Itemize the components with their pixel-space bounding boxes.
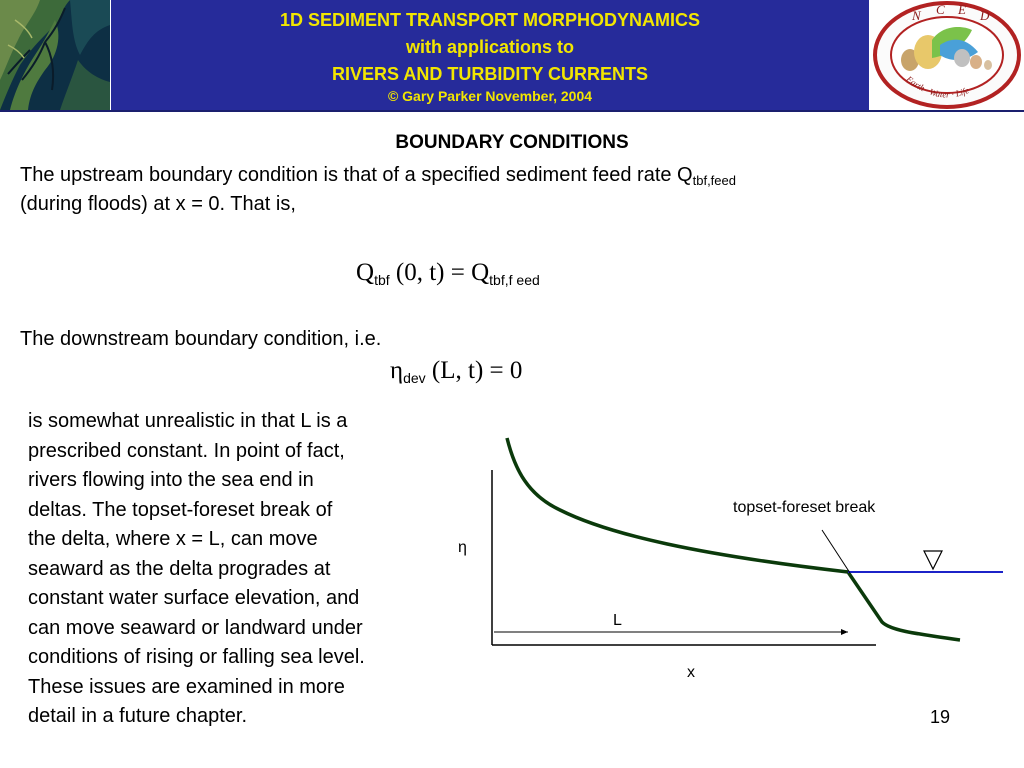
eq2-equals: = <box>489 357 504 384</box>
upstream-paragraph-line1 <box>20 162 736 188</box>
downstream-equation <box>390 356 522 393</box>
downstream-paragraph: The downstream boundary condition, i.e. <box>20 328 382 350</box>
section-title: BOUNDARY CONDITIONS <box>395 132 629 153</box>
nced-emblem-icon <box>870 0 1024 110</box>
body-line: the delta, where x = L, can move <box>28 528 318 550</box>
body-line: These issues are examined in more <box>28 675 345 698</box>
logo-letter-e: E <box>958 2 966 17</box>
eq1-equals: = <box>450 259 465 286</box>
body-line: is somewhat unrealistic in that L is a <box>28 410 348 432</box>
eta-axis-label: η <box>458 539 467 556</box>
eq1-lhs-sub: tbf <box>374 272 390 288</box>
body-line: detail in a future chapter. <box>28 705 248 727</box>
eq2-lhs-symbol: η <box>390 357 404 384</box>
upstream-text: The upstream boundary condition is that of a specified sediment feed rate Q <box>20 164 693 186</box>
logo-letter-n: N <box>912 8 921 23</box>
length-label: L <box>613 612 622 629</box>
body-line: seaward as the delta progrades at <box>28 557 331 580</box>
length-arrowhead <box>841 629 848 635</box>
slide-header <box>0 0 1024 112</box>
header-divider <box>0 110 1024 112</box>
upstream-paragraph-line2: (during floods) at x = 0. That is, <box>20 193 296 215</box>
delta-satellite-image <box>0 0 110 110</box>
body-line: can move seaward or landward under <box>28 616 363 639</box>
break-label: topset-foreset break <box>733 499 876 516</box>
body-line: prescribed constant. In point of fact, <box>28 439 345 462</box>
eq2-args: (L, t) <box>431 357 484 384</box>
upstream-subscript: tbf,feed <box>692 173 736 188</box>
explanation-paragraph <box>28 407 468 732</box>
bed-profile-line <box>507 438 960 640</box>
page-number: 19 <box>930 707 951 727</box>
course-title: 1D SEDIMENT TRANSPORT MORPHODYNAMICS <box>279 10 701 30</box>
nced-logo <box>870 0 1024 110</box>
body-line: conditions of rising or falling sea level. <box>28 646 365 668</box>
body-line: constant water surface elevation, and <box>28 587 360 609</box>
delta-map-icon <box>0 0 110 110</box>
x-axis-label: x <box>687 664 695 681</box>
eq1-rhs-sub: tbf,f eed <box>489 272 540 288</box>
title-banner <box>111 0 869 110</box>
eq1-rhs-symbol: Q <box>471 259 490 286</box>
break-pointer-line <box>822 530 850 573</box>
eq1-lhs-symbol: Q <box>356 259 375 286</box>
upstream-equation <box>356 258 540 295</box>
logo-letter-d: D <box>980 8 990 23</box>
copyright-line: © Gary Parker November, 2004 <box>387 88 593 104</box>
body-line: deltas. The topset-foreset break of <box>28 498 333 521</box>
course-subtitle: with applications to <box>405 37 574 57</box>
eq2-rhs: 0 <box>509 357 523 384</box>
eq2-lhs-sub: dev <box>403 370 426 386</box>
course-topic: RIVERS AND TURBIDITY CURRENTS <box>331 64 649 84</box>
logo-motto: Earth · Water · Life <box>904 73 971 100</box>
logo-letter-c: C <box>936 2 945 17</box>
water-level-icon <box>924 551 942 569</box>
eq1-args: (0, t) <box>395 259 445 286</box>
body-line: rivers flowing into the sea end in <box>28 469 314 491</box>
